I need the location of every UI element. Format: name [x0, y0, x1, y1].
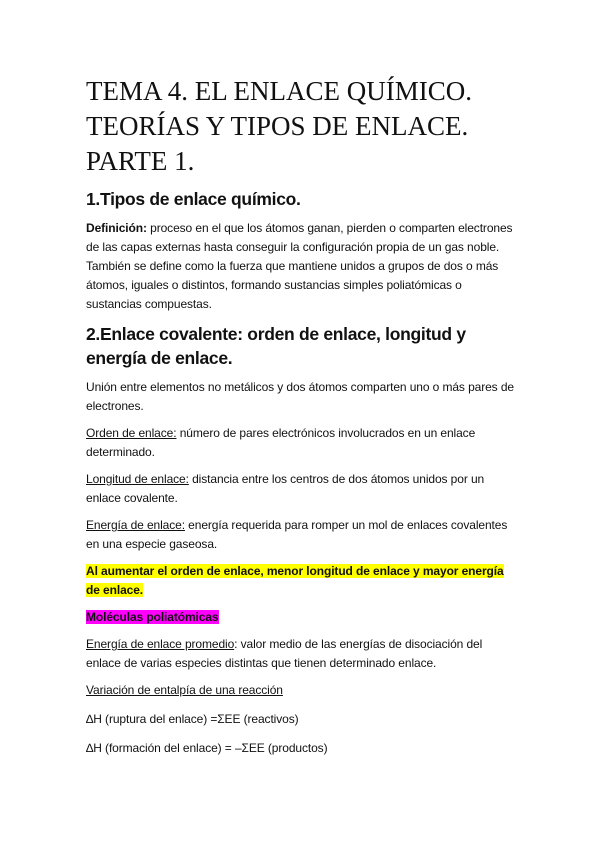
title-line-1: TEMA 4. EL ENLACE QUÍMICO. [86, 76, 472, 106]
covalent-intro-paragraph: Unión entre elementos no metálicos y dos átomos comparten uno o más pares de electrones. [86, 380, 514, 413]
bond-order-text: número de pares electrónicos involucrados en un enlace determinado. [86, 426, 476, 459]
formula-formation: ∆H (formación del enlace) = –ΣEE (productos) [86, 741, 328, 755]
bond-energy-text: energía requerida para romper un mol de enlaces covalentes en una especie gaseosa. [86, 518, 508, 551]
bond-order-term: Orden de enlace: [86, 426, 177, 440]
highlight-rule-text: Al aumentar el orden de enlace, menor longitud de enlace y mayor energía de enlace. [86, 564, 504, 597]
bond-length-text: distancia entre los centros de dos átomos unidos por un enlace covalente. [86, 472, 485, 505]
bond-order-paragraph [86, 424, 516, 462]
title-line-2: TEORÍAS Y TIPOS DE ENLACE. [86, 111, 469, 141]
molecules-label-paragraph [86, 608, 516, 627]
average-energy-text: : valor medio de las energías de disociación del enlace de varias especies distintas que tienen determinado enlace. [86, 637, 483, 670]
definition-term: Definición: [86, 221, 147, 235]
average-energy-paragraph [86, 635, 516, 673]
title-line-3: PARTE 1. [86, 146, 195, 176]
page-title [86, 74, 516, 179]
document-content [86, 74, 516, 766]
formula-rupture: ∆H (ruptura del enlace) =ΣEE (reactivos) [86, 712, 299, 726]
bond-energy-term: Energía de enlace: [86, 518, 185, 532]
bond-length-term: Longitud de enlace: [86, 472, 189, 486]
polyatomic-molecules-label: Moléculas poliatómicas [86, 610, 219, 624]
enthalpy-variation-paragraph [86, 681, 516, 700]
section-2-heading: 2.Enlace covalente: orden de enlace, longitud y energía de enlace. [86, 324, 466, 368]
average-energy-term: Energía de enlace promedio [86, 637, 235, 651]
definition-paragraph [86, 219, 516, 314]
bond-energy-paragraph [86, 516, 516, 554]
enthalpy-variation-label: Variación de entalpía de una reacción [86, 683, 283, 697]
bond-length-paragraph [86, 470, 516, 508]
highlight-rule-paragraph [86, 562, 516, 600]
definition-text: proceso en el que los átomos ganan, pierden o comparten electrones de las capas externas hasta conseguir la configuración propia de un gas noble. También se define como la fuerza que mantiene unidos a grupos de dos o más átomos, iguales o distintos, formando sustancias simples poliatómicas o sustancias compuestas. [86, 221, 513, 311]
section-1-heading: 1.Tipos de enlace químico. [86, 189, 301, 209]
